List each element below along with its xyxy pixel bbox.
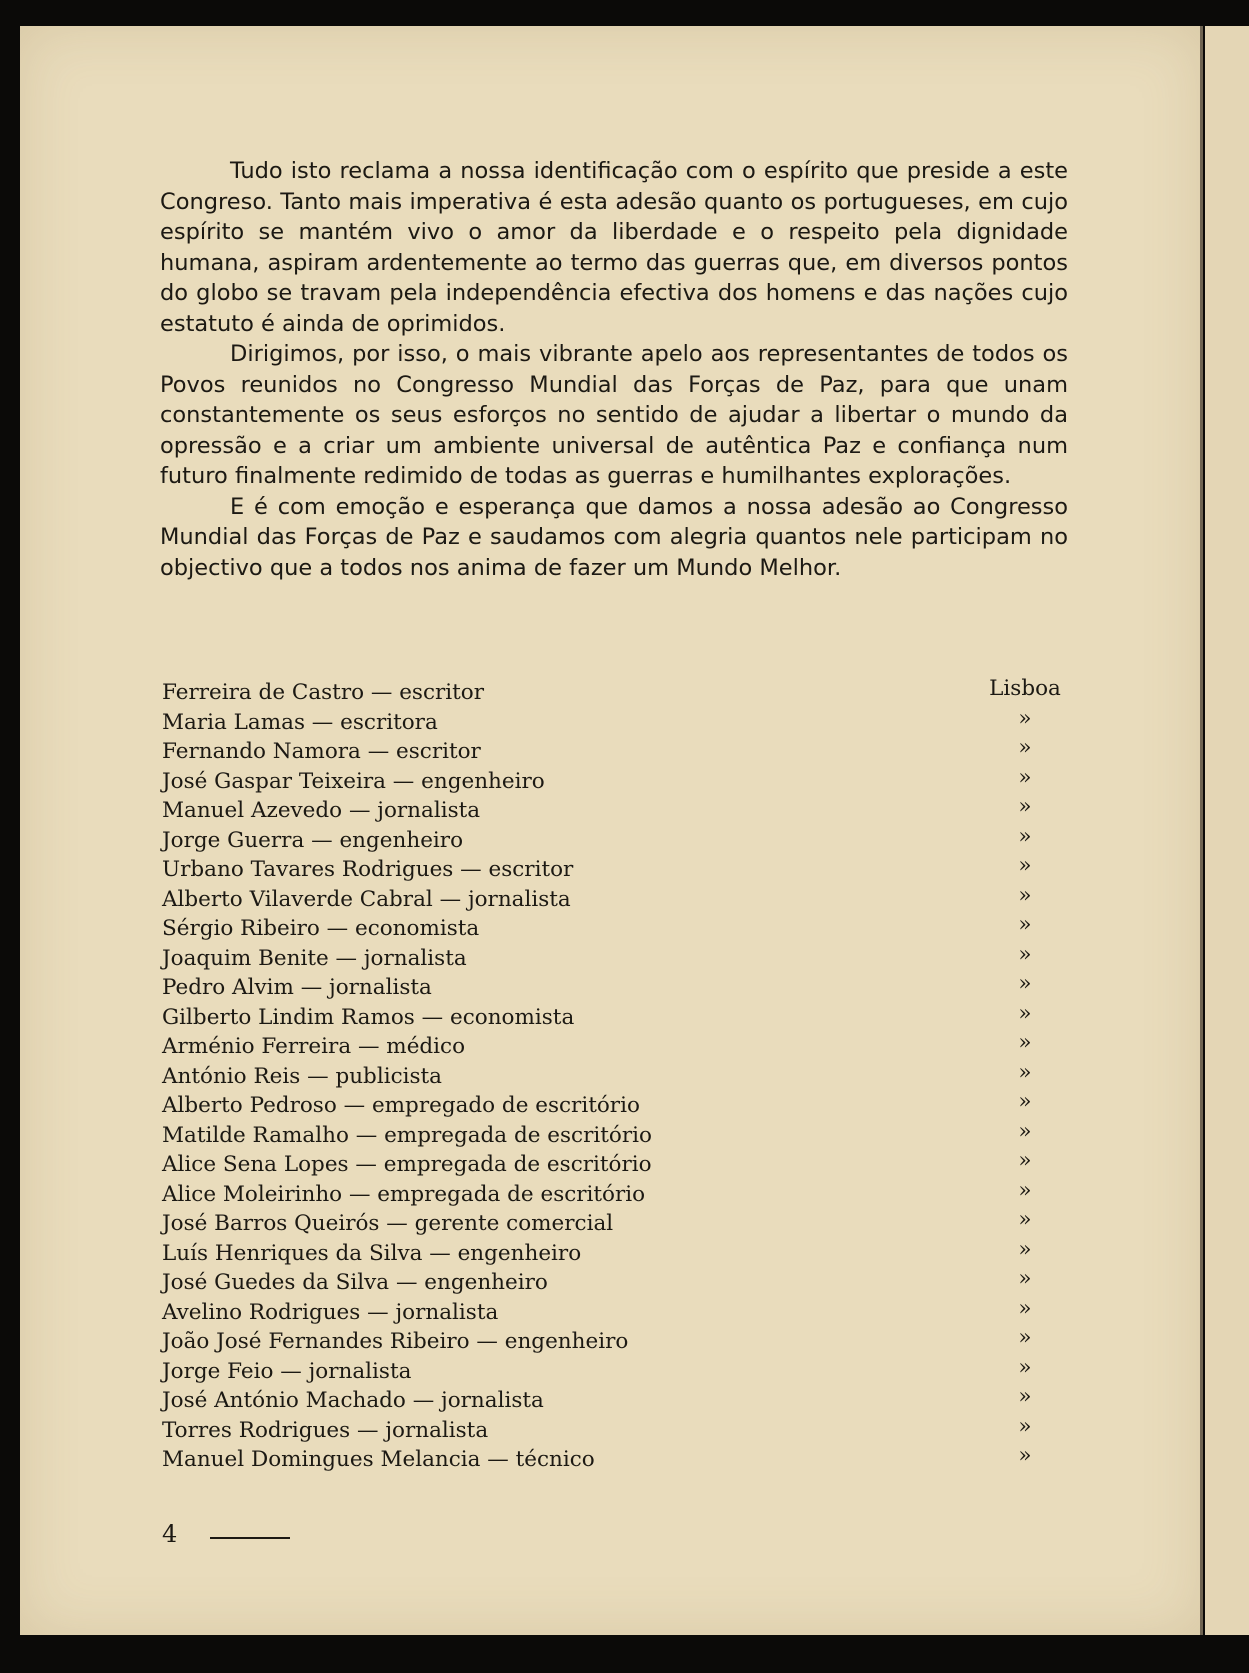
signatory-name: Alice Moleirinho — empregada de escritório — [162, 1181, 646, 1207]
signatory-name: Matilde Ramalho — empregada de escritório — [162, 1122, 652, 1148]
paragraph-3: E é com emoção e esperança que damos a nossa adesão ao Congresso Mundial das Forças de Paz e saudamos com alegria quantos nele participam no objectivo que a todos nos anima de fazer um Mundo Melhor. — [160, 493, 1068, 581]
signatory-city: » — [1018, 1000, 1032, 1026]
signatory-city: » — [1018, 1059, 1032, 1085]
signatory-row — [162, 678, 1070, 708]
signatory-row — [162, 1327, 1070, 1357]
paragraph-2: Dirigimos, por isso, o mais vibrante apelo aos representantes de todos os Povos reunidos no Congresso Mundial das Forças de Paz, para que unam constantemente os seus esforços no sentido de ajudar a libertar o mundo da opressão e a criar um ambiente universal de autêntica Paz e confiança num futuro finalmente redimido de todas as guerras e humilhantes explorações. — [160, 341, 1068, 489]
signatory-city: » — [1018, 1354, 1032, 1380]
signatory-name: José António Machado — jornalista — [162, 1388, 544, 1413]
signatory-city: » — [1018, 1325, 1032, 1350]
next-page-edge — [1205, 26, 1249, 1635]
signatory-name: Pedro Alvim — jornalista — [162, 975, 432, 1000]
signatory-name: José Barros Queirós — gerente comercial — [162, 1211, 614, 1236]
signatory-name: Fernando Namora — escritor — [162, 739, 481, 764]
signatory-row — [162, 1295, 1070, 1328]
signatory-row — [162, 737, 1070, 767]
signatory-name: Arménio Ferreira — médico — [162, 1034, 466, 1059]
signatory-name: Ferreira de Castro — escritor — [162, 680, 485, 705]
signatory-name: Torres Rodrigues — jornalista — [162, 1417, 489, 1443]
signatory-row — [162, 973, 1070, 1003]
signatory-name: Joaquim Benite — jornalista — [162, 945, 467, 971]
signatory-city: » — [1018, 705, 1032, 731]
signatory-row — [162, 823, 1070, 856]
signatory-name: Urbano Tavares Rodrigues — escritor — [162, 857, 574, 882]
signatory-name: Alice Sena Lopes — empregada de escritório — [162, 1152, 652, 1177]
signatory-city: » — [1018, 912, 1032, 937]
signatory-city: » — [1018, 1030, 1032, 1055]
signatory-row — [162, 764, 1070, 797]
signatory-row — [162, 1268, 1070, 1298]
signatory-city: » — [1018, 823, 1032, 849]
signatory-city: » — [1018, 971, 1032, 996]
signatory-city: » — [1018, 1118, 1032, 1144]
signatory-city: » — [1018, 1236, 1032, 1262]
signatory-city: » — [1018, 1177, 1032, 1203]
signatory-row — [162, 796, 1070, 826]
signatory-row — [162, 1209, 1070, 1239]
signatory-row — [162, 1386, 1070, 1416]
signatory-city: » — [1018, 764, 1032, 790]
signatory-city: » — [1018, 1413, 1032, 1439]
signatory-city: » — [1018, 941, 1032, 967]
signatory-name: Maria Lamas — escritora — [162, 709, 438, 735]
signatory-name: José Gaspar Teixeira — engenheiro — [162, 768, 545, 794]
signatory-row — [162, 882, 1070, 915]
signatory-row — [162, 855, 1070, 885]
signatory-row — [162, 941, 1070, 974]
signatory-name: Alberto Pedroso — empregado de escritório — [162, 1093, 640, 1118]
signatory-row — [162, 1032, 1070, 1062]
signatory-city: » — [1018, 1148, 1032, 1173]
signatory-city: » — [1018, 1207, 1032, 1232]
signatory-row — [162, 1091, 1070, 1121]
signatory-row — [162, 914, 1070, 944]
signatory-name: José Guedes da Silva — engenheiro — [162, 1270, 548, 1295]
signatory-city: » — [1018, 1266, 1032, 1291]
signatory-city: » — [1018, 735, 1032, 760]
signatory-row — [162, 1236, 1070, 1269]
page-fold-shadow — [1200, 26, 1203, 1635]
signatory-city: » — [1018, 1089, 1032, 1114]
signatory-city: » — [1018, 1443, 1032, 1468]
signatory-name: Manuel Azevedo — jornalista — [162, 798, 481, 823]
signatory-list — [162, 678, 1070, 1475]
signatory-row — [162, 1413, 1070, 1446]
signatory-name: Sérgio Ribeiro — economista — [162, 916, 480, 941]
signatory-name: Manuel Domingues Melancia — técnico — [162, 1447, 595, 1472]
signatory-row — [162, 1445, 1070, 1475]
signatory-city: » — [1018, 853, 1032, 878]
signatory-row — [162, 1177, 1070, 1210]
signatory-city: Lisboa — [989, 676, 1061, 701]
signatory-row — [162, 1354, 1070, 1387]
signatory-row — [162, 1000, 1070, 1033]
signatory-name: Gilberto Lindim Ramos — economista — [162, 1004, 575, 1030]
signatory-name: Alberto Vilaverde Cabral — jornalista — [162, 886, 571, 912]
signatory-row — [162, 705, 1070, 738]
signatory-name: Jorge Feio — jornalista — [162, 1358, 412, 1384]
signatory-city: » — [1018, 1384, 1032, 1409]
page-number: 4 — [162, 1520, 178, 1548]
paragraph-1: Tudo isto reclama a nossa identificação com o espírito que preside a este Congreso. Tanto mais imperativa é esta adesão quanto os portugueses, em cujo espírito se mantém vivo o amor da liberdade e o respeito pela dignidade humana, aspiram ardentemente ao termo das guerras que, em diversos pontos do globo se travam pela independência efectiva dos homens e das nações cujo estatuto é ainda de oprimidos. — [160, 158, 1068, 337]
signatory-city: » — [1018, 882, 1032, 908]
signatory-city: » — [1018, 1295, 1032, 1321]
signatory-name: Luís Henriques da Silva — engenheiro — [162, 1240, 582, 1266]
signatory-row — [162, 1150, 1070, 1180]
page-number-rule — [210, 1537, 290, 1539]
signatory-name: João José Fernandes Ribeiro — engenheiro — [162, 1329, 629, 1354]
signatory-row — [162, 1059, 1070, 1092]
declaration-text — [160, 156, 1068, 583]
signatory-name: Jorge Guerra — engenheiro — [162, 827, 464, 853]
signatory-name: Avelino Rodrigues — jornalista — [162, 1299, 499, 1325]
signatory-city: » — [1018, 794, 1032, 819]
signatory-name: António Reis — publicista — [162, 1063, 442, 1089]
signatory-row — [162, 1118, 1070, 1151]
